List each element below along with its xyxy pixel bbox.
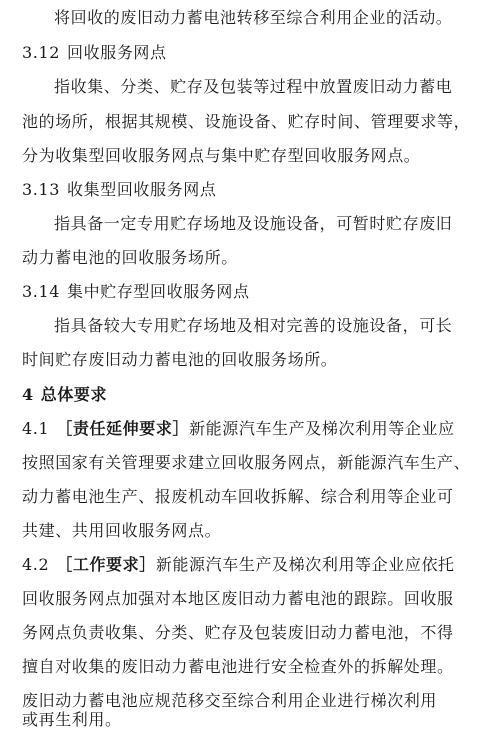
paragraph-line: 或再生利用。	[22, 710, 122, 729]
paragraph-line: 共建、共用回收服务网点。	[22, 521, 222, 540]
section-title: 总体要求	[40, 385, 108, 404]
section-heading-3-14	[22, 282, 250, 302]
paragraph-line: 指具备一定专用贮存场地及设施设备，可暂时贮存废旧	[54, 214, 453, 233]
clause-4-1-first-line	[22, 419, 455, 439]
section-title: 收集型回收服务网点	[67, 180, 217, 199]
paragraph-line: 分为收集型回收服务网点与集中贮存型回收服务网点。	[22, 146, 421, 165]
clause-number: 4.1	[22, 419, 50, 438]
paragraph-line: 回收服务网点加强对本地区废旧动力蓄电池的跟踪。回收服	[22, 589, 454, 608]
clause-title: ［工作要求］	[56, 555, 156, 574]
paragraph-line: 将回收的废旧动力蓄电池转移至综合利用企业的活动。	[54, 8, 453, 27]
paragraph-line: 务网点负责收集、分类、贮存及包装废旧动力蓄电池，不得	[22, 623, 454, 642]
paragraph-line: 动力蓄电池的回收服务场所。	[22, 248, 238, 267]
paragraph-line: 池的场所，根据其规模、设施设备、贮存时间、管理要求等，	[22, 112, 471, 131]
paragraph-line: 擅自对收集的废旧动力蓄电池进行安全检查外的拆解处理。	[22, 657, 454, 676]
section-heading-3-13	[22, 180, 216, 200]
clause-4-2-first-line	[22, 555, 455, 575]
section-title: 集中贮存型回收服务网点	[67, 282, 250, 301]
paragraph-line: 废旧动力蓄电池应规范移交至综合利用企业进行梯次利用	[22, 691, 438, 710]
clause-title: ［责任延伸要求］	[56, 419, 190, 438]
section-number: 3.14	[22, 282, 61, 301]
clause-text: 新能源汽车生产及梯次利用等企业应	[189, 419, 455, 438]
section-number: 4	[22, 385, 34, 404]
section-heading-4	[22, 385, 107, 405]
paragraph-line: 动力蓄电池生产、报废机动车回收拆解、综合利用等企业可	[22, 487, 454, 506]
paragraph-line: 按照国家有关管理要求建立回收服务网点，新能源汽车生产、	[22, 453, 471, 472]
paragraph-line: 指具备较大专用贮存场地及相对完善的设施设备，可长	[54, 316, 453, 335]
paragraph-line: 时间贮存废旧动力蓄电池的回收服务场所。	[22, 350, 338, 369]
section-number: 3.13	[22, 180, 61, 199]
clause-text: 新能源汽车生产及梯次利用等企业应依托	[155, 555, 455, 574]
clause-number: 4.2	[22, 555, 50, 574]
section-heading-3-12	[22, 43, 167, 63]
section-title: 回收服务网点	[67, 43, 167, 62]
paragraph-line: 指收集、分类、贮存及包装等过程中放置废旧动力蓄电	[54, 77, 453, 96]
section-number: 3.12	[22, 43, 61, 62]
